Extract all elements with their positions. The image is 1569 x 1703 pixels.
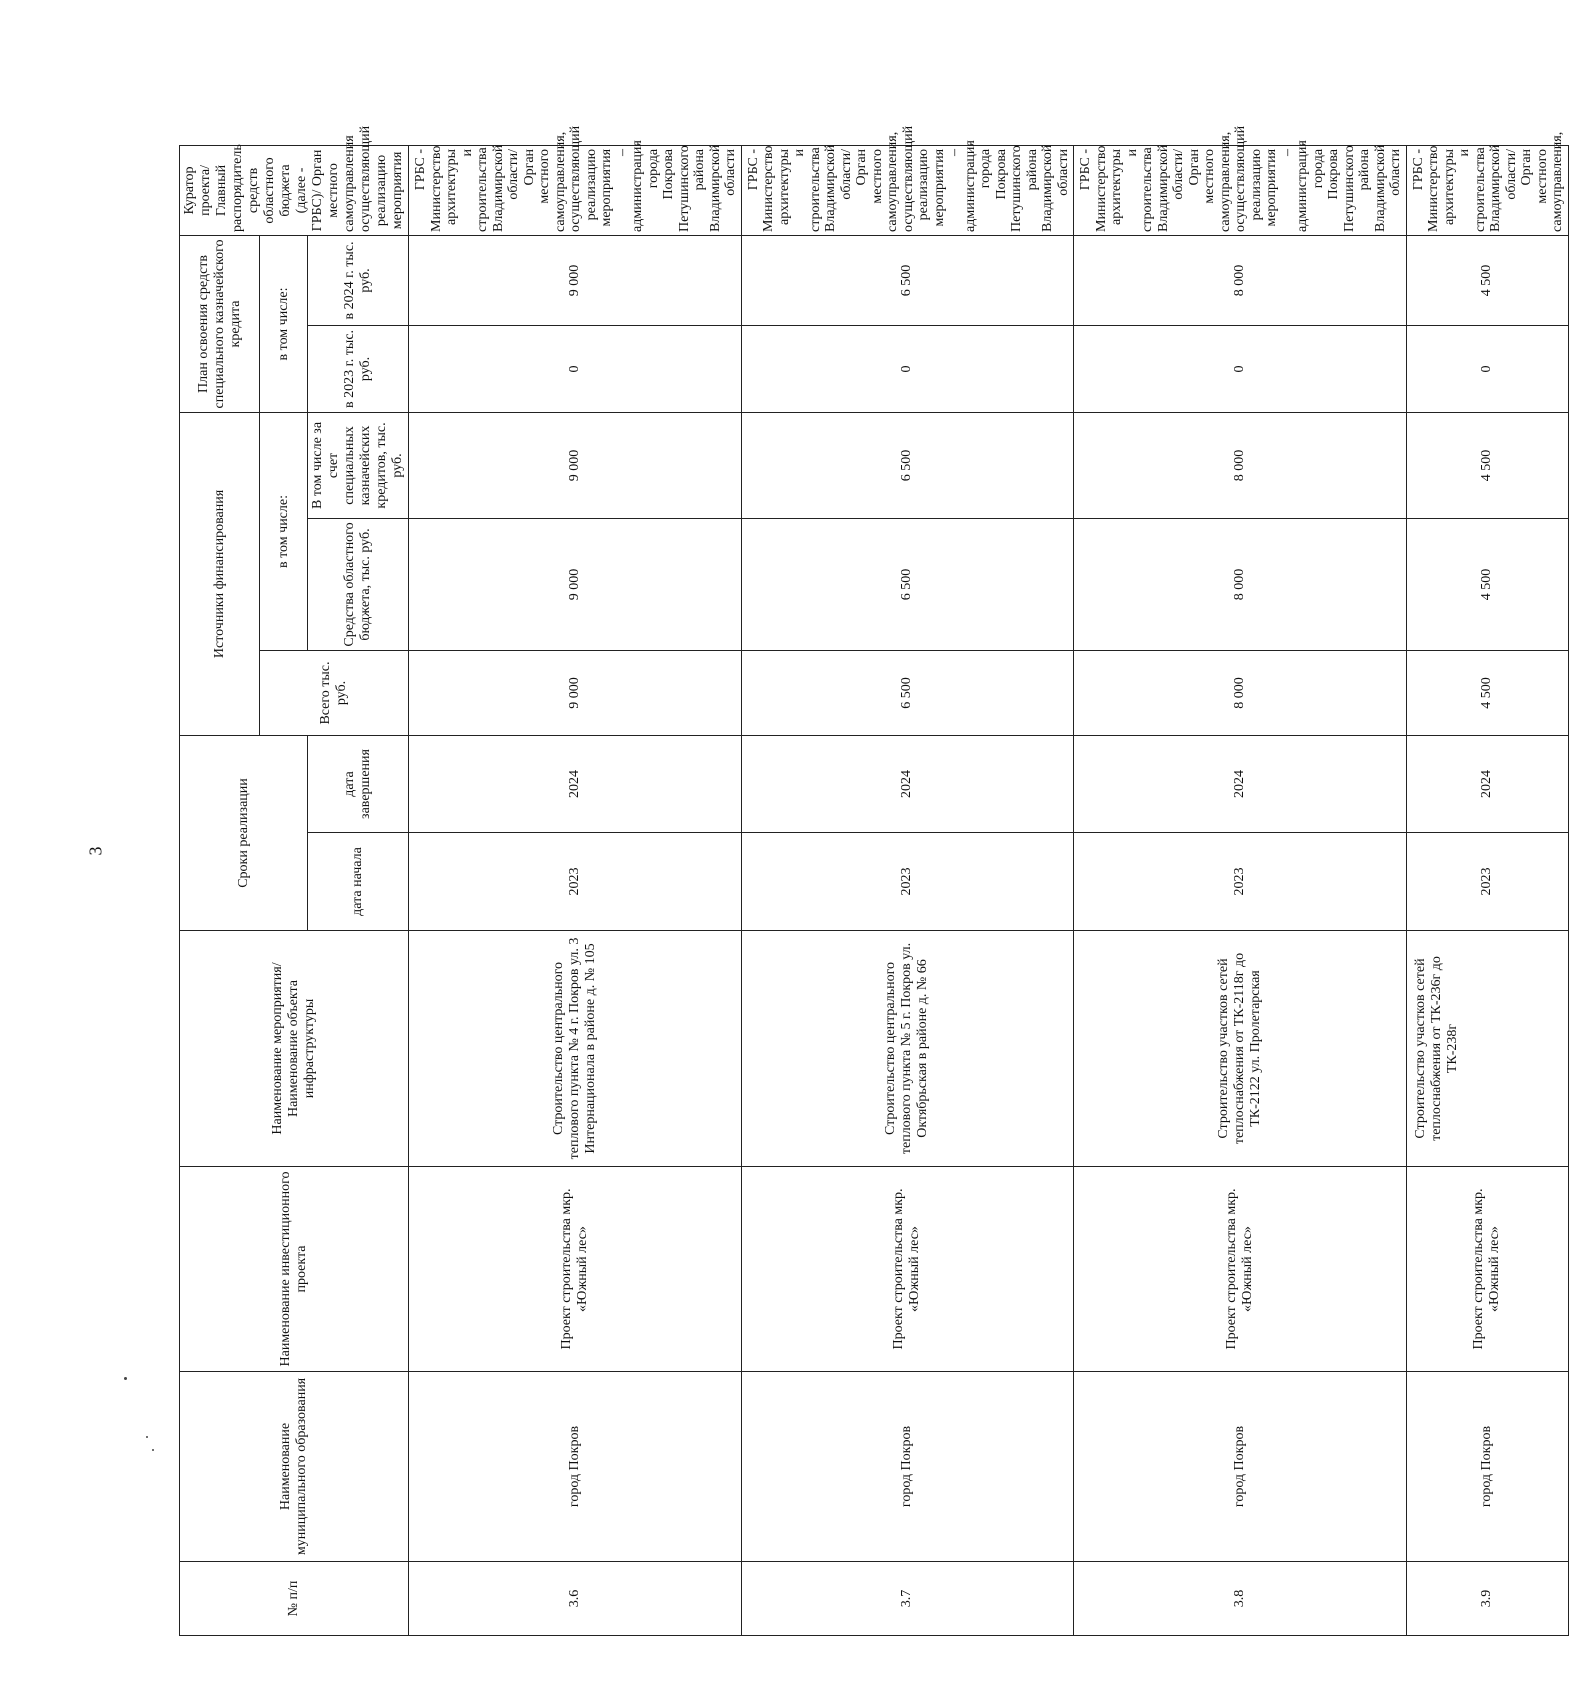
rotated-table-wrapper [179,125,1565,1636]
cell-treasury: 6 500 [741,412,1074,518]
cell-municipality: город Покров [1074,1372,1407,1562]
header-2023: в 2023 г. тыс. руб. [308,325,409,412]
cell-2024: 8 000 [1074,235,1407,325]
table-row [741,145,1074,1635]
cell-no: 3.6 [409,1562,742,1636]
header-total: Всего тыс. руб. [260,651,409,736]
header-start: дата начала [308,833,409,931]
cell-total: 6 500 [741,651,1074,736]
cell-2024: 9 000 [409,235,742,325]
cell-project: Проект строительства мкр. «Южный лес» [1074,1167,1407,1372]
header-end: дата завершения [308,736,409,833]
cell-total: 4 500 [1406,651,1568,736]
cell-treasury: 9 000 [409,412,742,518]
header-curator: Куратор проекта/ Главный распорядитель средств областного бюджета (далее - ГРБС)/ Орган местного самоуправления осуществляющий реализацию мероприятия [180,145,409,235]
cell-total: 8 000 [1074,651,1407,736]
header-treasury: В том числе за счет специальных казначейских кредитов, тыс. руб. [308,412,409,518]
cell-measure: Строительство центрального теплового пункта № 5 г. Покров ул. Октябрьская в районе д. № 66 [741,931,1074,1167]
cell-curator: ГРБС - Министерство архитектуры и строительства Владимирской области/ Орган местного самоуправления, осуществляющий реализацию мероприятия – администрация города Покрова Петушинского района Владимирской области [409,145,742,235]
cell-2023: 0 [409,325,742,412]
table-row [1074,145,1407,1635]
cell-end: 2024 [1074,736,1407,833]
cell-regional: 6 500 [741,519,1074,651]
cell-end: 2024 [741,736,1074,833]
cell-curator: ГРБС - Министерство архитектуры и строительства Владимирской области/ Орган местного самоуправления, осуществляющий реализацию мероприятия – администрация города Покрова Петушинского района Владимирской области [1074,145,1407,235]
cell-start: 2023 [409,833,742,931]
scan-speck [152,1449,154,1451]
cell-curator: ГРБС - Министерство архитектуры и строительства Владимирской области/ Орган местного самоуправления, осуществляющий реализацию мероприятия – администрация города Покрова Петушинского района Владимирской области [741,145,1074,235]
cell-2024: 4 500 [1406,235,1568,325]
header-regional: Средства областного бюджета, тыс. руб. [308,519,409,651]
cell-municipality: город Покров [1406,1372,1568,1562]
cell-municipality: город Покров [741,1372,1074,1562]
cell-total: 9 000 [409,651,742,736]
cell-no: 3.7 [741,1562,1074,1636]
scan-speck [146,1436,148,1438]
cell-treasury: 4 500 [1406,412,1568,518]
header-terms: Сроки реализации [180,736,308,931]
cell-2023: 0 [741,325,1074,412]
projects-table [179,125,1569,1636]
cell-2023: 0 [1406,325,1568,412]
cell-treasury: 8 000 [1074,412,1407,518]
cell-measure: Строительство участков сетей теплоснабжения от ТК-236г до ТК-238г [1406,931,1568,1167]
header-2024: в 2024 г. тыс. руб. [308,235,409,325]
cell-start: 2023 [1406,833,1568,931]
cell-end: 2024 [409,736,742,833]
cell-curator: ГРБС - Министерство архитектуры и строительства Владимирской области/ Орган местного самоуправления, [1406,145,1568,235]
header-measure: Наименование мероприятия/ Наименование объекта инфраструктуры [180,931,409,1167]
table-row [409,145,742,1635]
cell-no: 3.8 [1074,1562,1407,1636]
cell-2024: 6 500 [741,235,1074,325]
cell-project: Проект строительства мкр. «Южный лес» [409,1167,742,1372]
cell-2023: 0 [1074,325,1407,412]
cell-project: Проект строительства мкр. «Южный лес» [741,1167,1074,1372]
cell-measure: Строительство участков сетей теплоснабжения от ТК-2118г до ТК-2122 ул. Пролетарская [1074,931,1407,1167]
header-no: № п/п [180,1562,409,1636]
header-plan-incl: в том числе: [260,235,308,412]
header-sources: Источники финансирования [180,412,260,735]
cell-start: 2023 [741,833,1074,931]
header-municipality: Наименование муниципального образования [180,1372,409,1562]
scan-speck [124,1377,127,1380]
cell-regional: 8 000 [1074,519,1407,651]
cell-project: Проект строительства мкр. «Южный лес» [1406,1167,1568,1372]
header-project: Наименование инвестиционного проекта [180,1167,409,1372]
page-number: 3 [85,846,106,856]
cell-regional: 9 000 [409,519,742,651]
cell-no: 3.9 [1406,1562,1568,1636]
cell-municipality: город Покров [409,1372,742,1562]
header-plan: План освоения средств специального казначейского кредита [180,235,260,412]
table-row [1406,145,1568,1635]
cell-measure: Строительство центрального теплового пункта № 4 г. Покров ул. 3 Интернационала в районе д. № 105 [409,931,742,1167]
cell-regional: 4 500 [1406,519,1568,651]
cell-end: 2024 [1406,736,1568,833]
cell-start: 2023 [1074,833,1407,931]
header-sources-incl: в том числе: [260,412,308,650]
